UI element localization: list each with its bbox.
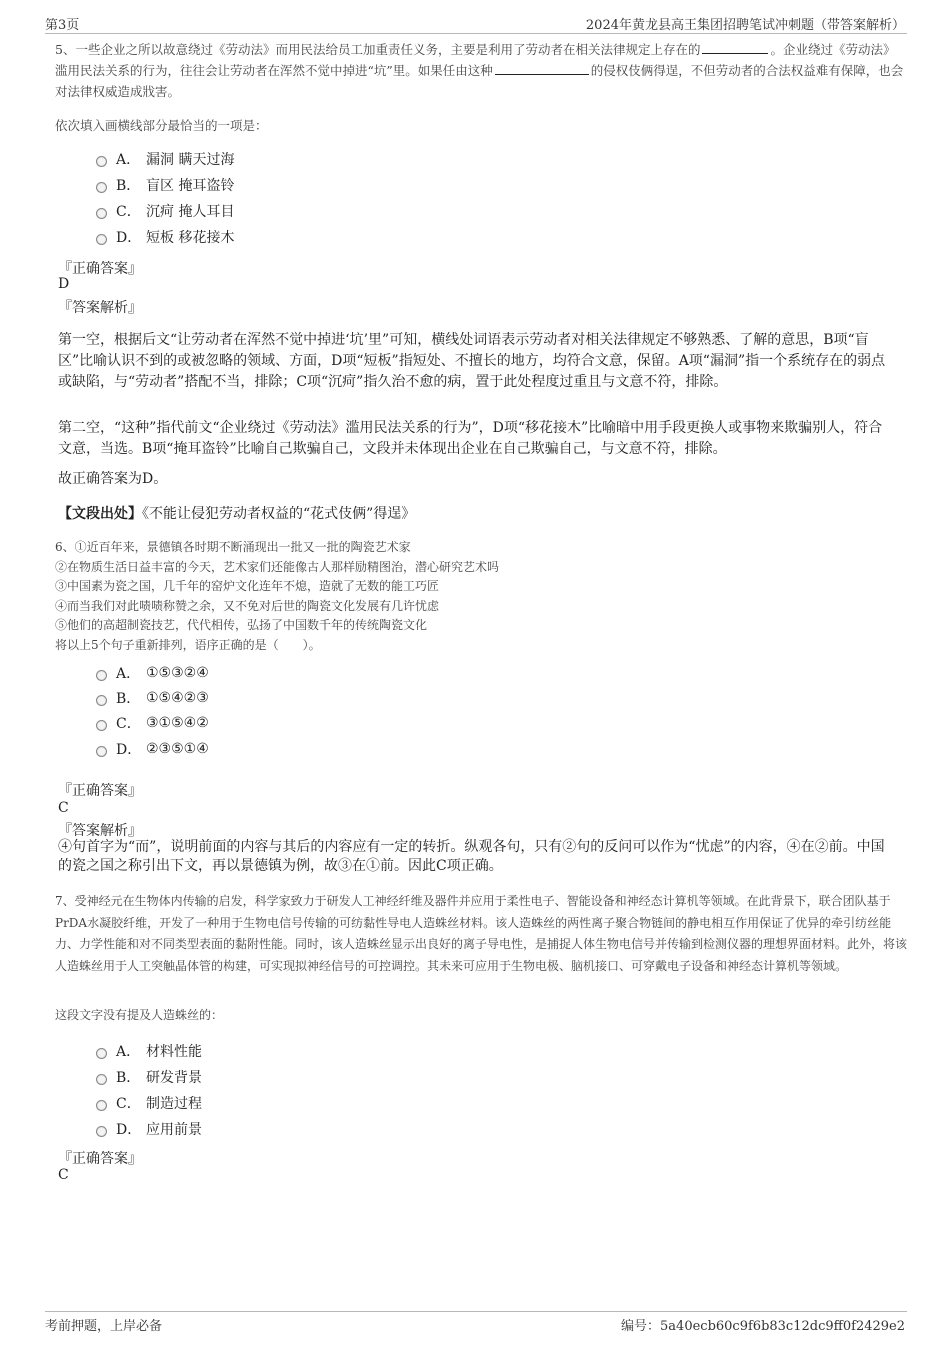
q5-analysis-paragraph-2: 第二空，“这种”指代前文“企业绕过《劳动法》滥用民法关系的行为”，D项“移花接木”比喻暗中用手段更换人或事物来欺骗别人，符合文意，当选。B项“掩耳盗铃”比喻自己欺骗自己，文段并未体现出企业在自己欺骗自己，与文意不符，排除。 bbox=[58, 420, 883, 457]
q5-analysis-conclusion: 故正确答案为D。 bbox=[58, 471, 168, 487]
q6-option-b[interactable]: B． ①⑤④②③ bbox=[96, 687, 209, 709]
q6-option-d[interactable]: D． ②③⑤①④ bbox=[96, 738, 209, 760]
q5-blank-2 bbox=[495, 62, 589, 75]
radio-icon[interactable] bbox=[96, 695, 107, 706]
q5-answer: D bbox=[58, 276, 70, 292]
q6-sentence-1: 6、①近百年来，景德镇各时期不断涌现出一批又一批的陶瓷艺术家 bbox=[55, 540, 411, 554]
q6-option-a[interactable]: A． ①⑤③②④ bbox=[96, 662, 209, 684]
q6-answer: C bbox=[58, 800, 69, 816]
q7-stem: 7、受神经元在生物体内传输的启发，科学家致力于研发人工神经纤维及器件并应用于柔性电子、智能设备和神经态计算机等领域。在此背景下，联合团队基于PrDA水凝胶纤维，开发了一种用于生物电信号传输的可纺黏性导电人造蛛丝材料。该人造蛛丝的两性离子聚合物链间的静电相互作用保证了优异的牵引纺丝能力、力学性能和对不同类型表面的黏附性能。同时，该人造蛛丝显示出良好的离子导电性，是捕捉人体生物电信号并传输到检测仪器的理想界面材料。此外，将该人造蛛丝用于人工突触晶体管的构建，可实现拟神经信号的可控调控。其未来可应用于生物电极、脑机接口、可穿戴电子设备和神经态计算机等领域。 bbox=[55, 894, 908, 973]
q7-option-c[interactable]: C． 制造过程 bbox=[96, 1092, 202, 1114]
q5-analysis-label: 『答案解析』 bbox=[58, 300, 142, 316]
q5-source: 【文段出处】《不能让侵犯劳动者权益的“花式伎俩”得逞》 bbox=[58, 506, 416, 522]
q5-option-b[interactable]: B． 盲区 掩耳盗铃 bbox=[96, 174, 234, 196]
document-code: 编号：5a40ecb60c9f6b83c12dc9ff0f2429e2 bbox=[621, 1319, 905, 1334]
q5-prompt: 依次填入画横线部分最恰当的一项是： bbox=[55, 118, 268, 133]
q7-answer-label: 『正确答案』 bbox=[58, 1151, 142, 1167]
radio-icon[interactable] bbox=[96, 720, 107, 731]
q6-answer-label: 『正确答案』 bbox=[58, 783, 142, 799]
q7-option-b[interactable]: B． 研发背景 bbox=[96, 1066, 202, 1088]
radio-icon[interactable] bbox=[96, 182, 107, 193]
footer-slogan: 考前押题，上岸必备 bbox=[45, 1319, 163, 1334]
q5-option-a[interactable]: A． 漏洞 瞒天过海 bbox=[96, 148, 234, 170]
radio-icon[interactable] bbox=[96, 1126, 107, 1137]
radio-icon[interactable] bbox=[96, 670, 107, 681]
radio-icon[interactable] bbox=[96, 208, 107, 219]
radio-icon[interactable] bbox=[96, 234, 107, 245]
radio-icon[interactable] bbox=[96, 746, 107, 757]
header-divider bbox=[45, 33, 907, 34]
footer-divider bbox=[45, 1311, 907, 1312]
radio-icon[interactable] bbox=[96, 1100, 107, 1111]
q6-prompt: 将以上5个句子重新排列，语序正确的是（ ）。 bbox=[55, 637, 321, 652]
q5-option-c[interactable]: C． 沉疴 掩人耳目 bbox=[96, 200, 234, 222]
q5-analysis-paragraph-1: 第一空，根据后文“让劳动者在浑然不觉中掉进‘坑’里”可知，横线处词语表示劳动者对相关法律规定不够熟悉、了解的意思，B项“盲区”比喻认识不到的或被忽略的领域、方面，D项“短板”指短处、不擅长的地方，均符合文意，保留。A项“漏洞”指一个系统存在的弱点或缺陷，与“劳动者”搭配不当，排除；C项“沉疴”指久治不愈的病，置于此处程度过重且与文意不符，排除。 bbox=[58, 332, 886, 390]
q5-stem: 5、一些企业之所以故意绕过《劳动法》而用民法给员工加重责任义务，主要是利用了劳动者在相关法律规定上存在的 。企业绕过《劳动法》滥用民法关系的行为，往往会让劳动者在浑然不觉中掉进“坑”里。如果任由这种 的侵权伎俩得逞，不但劳动者的合法权益难有保障，也会对法律权威造成戕害。 bbox=[55, 42, 904, 99]
q6-option-c[interactable]: C． ③①⑤④② bbox=[96, 712, 209, 734]
radio-icon[interactable] bbox=[96, 156, 107, 167]
radio-icon[interactable] bbox=[96, 1074, 107, 1085]
q7-option-a[interactable]: A． 材料性能 bbox=[96, 1040, 202, 1062]
q6-sentence-3: ③中国素为瓷之国，几千年的窑炉文化连年不熄，造就了无数的能工巧匠 bbox=[55, 579, 440, 593]
q7-answer: C bbox=[58, 1167, 69, 1183]
q7-option-d[interactable]: D． 应用前景 bbox=[96, 1118, 202, 1140]
page-number: 第3页 bbox=[45, 18, 80, 33]
q6-sentence-2: ②在物质生活日益丰富的今天，艺术家们还能像古人那样励精图治，潜心研究艺术吗 bbox=[55, 559, 500, 574]
q5-answer-label: 『正确答案』 bbox=[58, 261, 142, 277]
q6-analysis-label: 『答案解析』 bbox=[58, 823, 142, 839]
q6-sentence-5: ⑤他们的高超制瓷技艺，代代相传，弘扬了中国数千年的传统陶瓷文化 bbox=[55, 618, 428, 632]
q5-option-d[interactable]: D． 短板 移花接木 bbox=[96, 226, 234, 248]
document-title: 2024年黄龙县高王集团招聘笔试冲刺题（带答案解析） bbox=[585, 18, 905, 33]
q6-sentence-list bbox=[55, 538, 905, 655]
q6-analysis: ④句首字为“而”，说明前面的内容与其后的内容应有一定的转折。纵观各句，只有②句的反问可以作为“忧虑”的内容，④在②前。中国的瓷之国之称引出下文，再以景德镇为例，故③在①前。因此C项正确。 bbox=[58, 839, 885, 874]
q5-blank-1 bbox=[702, 41, 768, 54]
radio-icon[interactable] bbox=[96, 1048, 107, 1059]
q6-sentence-4: ④而当我们对此啧啧称赞之余，又不免对后世的陶瓷文化发展有几许忧虑 bbox=[55, 598, 440, 613]
q7-prompt: 这段文字没有提及人造蛛丝的： bbox=[55, 1008, 224, 1022]
